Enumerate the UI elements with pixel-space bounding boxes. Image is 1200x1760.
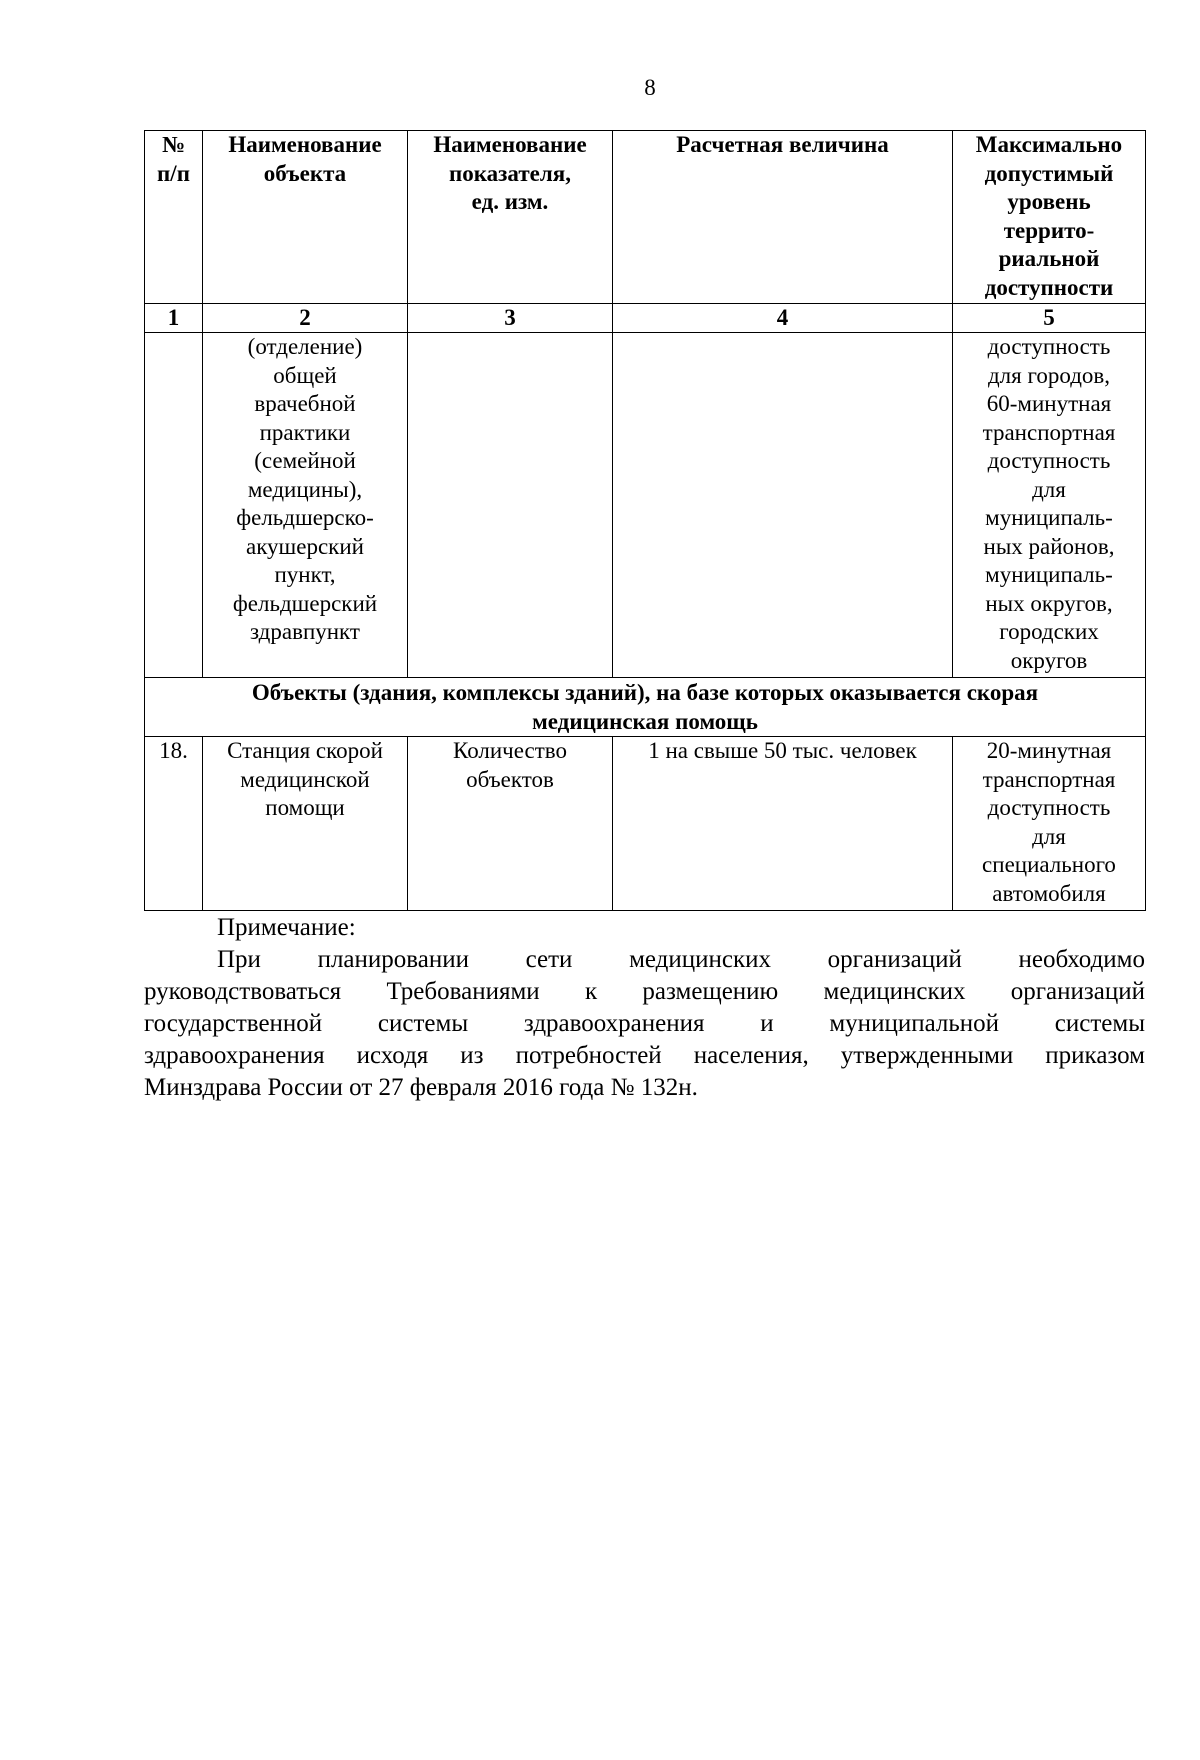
- cell-indicator: Количество объектов: [408, 737, 613, 911]
- header-num: № п/п: [145, 131, 203, 304]
- table-row-18: [145, 737, 1146, 911]
- column-number: 1: [145, 304, 203, 333]
- note-line: государственной системы здравоохранения и муниципальной системы: [144, 1010, 1145, 1037]
- note-line: Минздрава России от 27 февраля 2016 года № 132н.: [144, 1074, 698, 1101]
- table-row-continuation: [145, 333, 1146, 678]
- column-number: 2: [203, 304, 408, 333]
- cell-access-continued: доступность для городов, 60-минутная транспортная доступность для муниципаль- ных районов, муниципаль- ных округов, городских округов: [953, 333, 1146, 678]
- column-number: 3: [408, 304, 613, 333]
- cell-value-empty: [613, 333, 953, 678]
- column-number: 4: [613, 304, 953, 333]
- cell-object-continued: (отделение) общей врачебной практики (семейной медицины), фельдшерско- акушерский пункт, фельдшерский здравпункт: [203, 333, 408, 678]
- section-heading: Объекты (здания, комплексы зданий), на базе которых оказывается скорая медицинская помощь: [145, 678, 1146, 737]
- cell-indicator-empty: [408, 333, 613, 678]
- header-access: Максимально допустимый уровень террито- риальной доступности: [953, 131, 1146, 304]
- header-object: Наименование объекта: [203, 131, 408, 304]
- norms-table: [144, 130, 1146, 911]
- cell-num-empty: [145, 333, 203, 678]
- cell-value: 1 на свыше 50 тыс. человек: [613, 737, 953, 911]
- column-numbers-row: [145, 304, 1146, 333]
- cell-num: 18.: [145, 737, 203, 911]
- header-value: Расчетная величина: [613, 131, 953, 304]
- note-title: Примечание:: [217, 914, 356, 941]
- note-line: руководствоваться Требованиями к размещению медицинских организаций: [144, 978, 1145, 1005]
- note-body: [144, 944, 1145, 1104]
- cell-access: 20-минутная транспортная доступность для специального автомобиля: [953, 737, 1146, 911]
- header-indicator: Наименование показателя, ед. изм.: [408, 131, 613, 304]
- note-line: здравоохранения исходя из потребностей населения, утвержденными приказом: [144, 1042, 1145, 1069]
- column-number: 5: [953, 304, 1146, 333]
- cell-object: Станция скорой медицинской помощи: [203, 737, 408, 911]
- note-line: При планировании сети медицинских организаций необходимо: [217, 946, 1145, 973]
- table-header-row: [145, 131, 1146, 304]
- page-number: 8: [644, 75, 656, 100]
- section-heading-row: [145, 678, 1146, 737]
